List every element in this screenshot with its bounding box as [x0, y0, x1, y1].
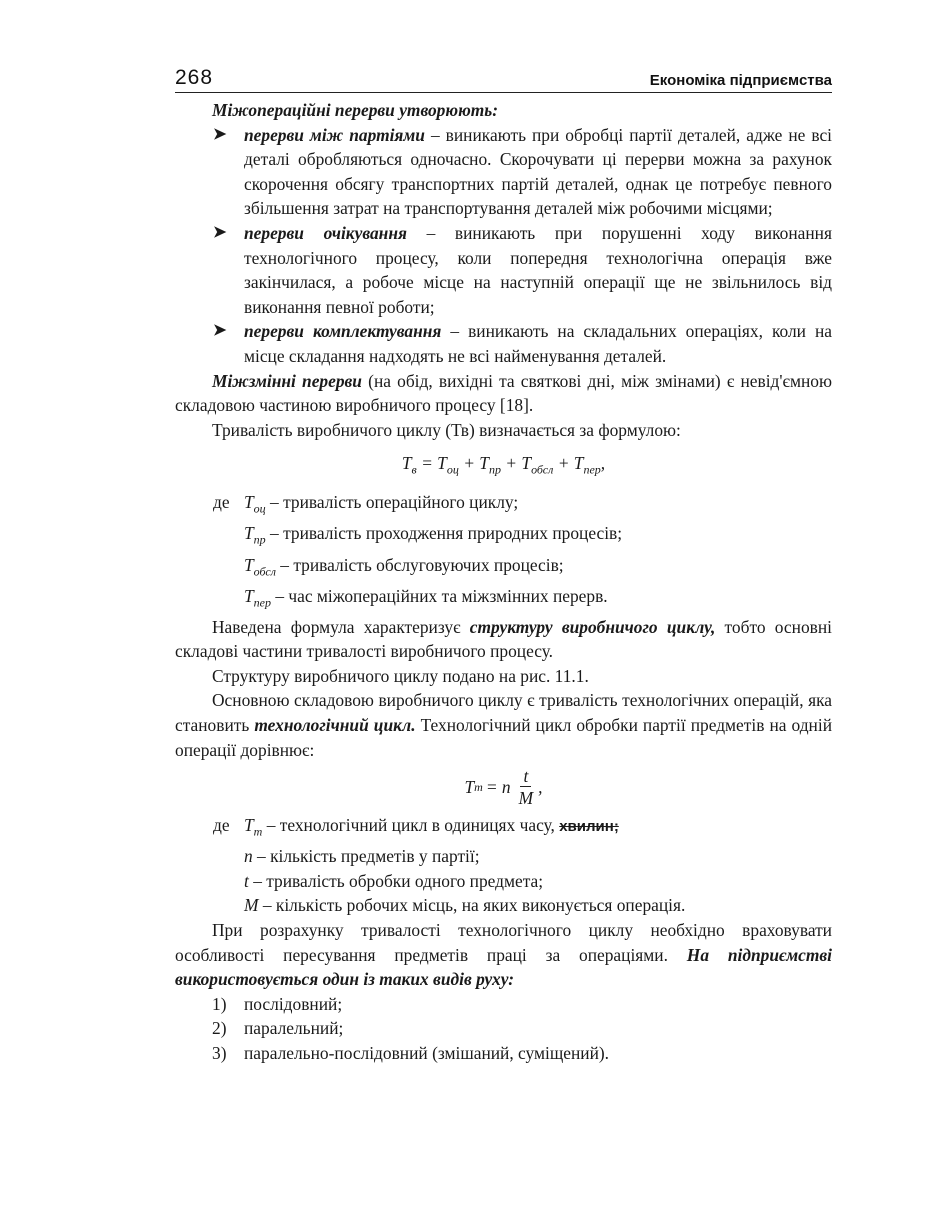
definition-symbol: T — [244, 815, 254, 836]
fraction-denominator: M — [518, 788, 534, 809]
definition-row — [175, 869, 832, 894]
list-item — [175, 1016, 832, 1041]
list-item-text: паралельний; — [244, 1018, 344, 1039]
item-text: – виникають на складальних операціях, коли на місце складання надходять не всі найменування деталей. — [244, 321, 832, 366]
list-number: 3) — [212, 1043, 227, 1063]
formula-fraction — [516, 766, 537, 809]
term: На підприємстві використовується один із таких видів руху: — [175, 944, 833, 990]
formula-subscript: пер — [583, 462, 601, 477]
formula-symbol: T — [573, 453, 584, 474]
paragraph-text: Наведена формула характеризує — [212, 616, 470, 637]
formula-symbol: T — [437, 453, 447, 474]
definition-text: – тривалість проходження природних процесів; — [265, 523, 623, 544]
definition-symbol: M — [244, 895, 259, 916]
movement-types-list — [175, 992, 832, 1066]
formula-subscript: т — [474, 780, 483, 795]
formula-subscript: пр — [488, 462, 501, 477]
definition-subscript: пер — [253, 595, 271, 610]
definition-symbol: T — [244, 492, 254, 513]
definition-row — [175, 490, 832, 521]
formula-cycle-duration: $T_в = T_{оц} + T_{пр} + T_{обсл} + T_{пер}$, — [401, 453, 606, 477]
definition-row — [175, 584, 832, 615]
definition-row — [175, 893, 832, 918]
definition-text: – кількість предметів у партії; — [252, 846, 480, 867]
definition-text: – кількість робочих місць, на яких виконується операція. — [258, 895, 686, 916]
term: перерви між партіями — [244, 124, 425, 145]
definition-row — [175, 813, 832, 844]
term: технологічний цикл. — [254, 715, 416, 735]
list-item — [175, 319, 832, 368]
interop-list — [175, 123, 832, 369]
item-text: – виникають при обробці партії деталей, адже не всі деталі обробляються одночасно. Скорочувати ці перерви можна за рахунок скорочення обсягу транспортних партій деталей, однак це потребує певного збільшення затрат на транспортування деталей між робочими місцями; — [244, 124, 832, 219]
paragraph-duration: Тривалість виробничого циклу (Тв) визначається за формулою: — [212, 419, 681, 440]
formula2-definitions — [175, 813, 832, 918]
paragraph-shift-breaks — [175, 369, 832, 418]
formula-operator: = n — [485, 777, 511, 798]
running-title: Економіка підприємства — [649, 72, 832, 89]
definition-text: – технологічний цикл в одиницях часу, — [262, 815, 560, 836]
list-item — [175, 1041, 832, 1066]
term: перерви очікування — [244, 222, 407, 243]
formula-symbol: T — [479, 453, 489, 474]
page-header — [175, 66, 832, 96]
paragraph-technological-cycle — [175, 688, 832, 762]
term: Міжзмінні перерви — [212, 370, 362, 391]
list-item — [175, 992, 832, 1017]
definition-symbol: T — [244, 523, 254, 544]
arrow-bullet-icon: ➤ — [213, 223, 227, 241]
arrow-bullet-icon: ➤ — [213, 125, 227, 143]
definition-symbol: T — [244, 554, 254, 575]
paragraph-text: При розрахунку тривалості технологічного циклу необхідно враховувати особливості пересування предметів праці за операціями. — [175, 920, 832, 965]
definition-subscript: оц — [253, 501, 266, 516]
page-number: 268 — [175, 66, 214, 89]
de-label: де — [213, 492, 230, 513]
definition-symbol: t — [244, 870, 249, 891]
formula1-definitions — [175, 490, 832, 614]
list-item — [175, 123, 832, 221]
header-rule — [175, 92, 832, 93]
formula-technological-cycle — [175, 766, 832, 809]
paragraph-text: тобто основні складові частини тривалості виробничого процесу. — [175, 616, 833, 662]
item-text: – виникають при порушенні ходу виконання технологічного процесу, коли попередня технологічна операція вже закінчилася, а робоче місце на наступній операції ще не звільнилось від виконання певної роботи; — [244, 222, 832, 317]
definition-row — [175, 553, 832, 584]
formula-subscript: оц — [446, 462, 459, 477]
paragraph-structure: Структуру виробничого циклу подано на рис. 11.1. — [212, 665, 589, 686]
list-item-text: послідовний; — [244, 993, 343, 1014]
paragraph-text: (на обід, вихідні та святкові дні, між змінами) є невід'ємною складовою частиною виробничого процесу [18]. — [175, 370, 832, 416]
struck-out-word: хвилин; — [559, 818, 619, 836]
definition-text: – тривалість обслуговуючих процесів; — [275, 554, 564, 575]
fraction-numerator: t — [520, 766, 531, 787]
list-number: 2) — [212, 1018, 227, 1039]
definition-symbol: n — [244, 846, 253, 867]
definition-text: – тривалість обробки одного предмета; — [248, 870, 544, 891]
arrow-bullet-icon: ➤ — [213, 322, 227, 340]
definition-subscript: пр — [253, 532, 266, 547]
term: перерви комплектування — [244, 321, 442, 342]
definition-subscript: обсл — [253, 563, 276, 578]
definition-row — [175, 844, 832, 869]
list-item — [175, 221, 832, 319]
interop-intro: Міжопераційні перерви утворюють: — [212, 100, 499, 120]
formula-punctuation: , — [538, 777, 543, 798]
formula-symbol: T — [521, 453, 532, 474]
paragraph-text: Технологічний цикл обробки партії предметів на одній операції дорівнює: — [175, 715, 832, 760]
page-body — [175, 98, 832, 1066]
term: структуру виробничого циклу, — [469, 616, 716, 637]
definition-row — [175, 521, 832, 552]
list-item-text: паралельно-послідовний (змішаний, суміщений). — [244, 1043, 610, 1063]
paragraph-formula-description — [175, 615, 832, 664]
paragraph-movement — [175, 918, 832, 992]
formula-symbol: T — [401, 453, 412, 474]
de-label: де — [213, 815, 230, 836]
formula-subscript: обсл — [531, 462, 554, 477]
list-number: 1) — [212, 993, 227, 1014]
definition-subscript: т — [253, 824, 263, 839]
formula-symbol: T — [464, 777, 475, 798]
definition-text: – час міжопераційних та міжзмінних перерв. — [271, 585, 608, 606]
definition-text: – тривалість операційного циклу; — [265, 492, 519, 513]
formula-subscript: в — [411, 462, 417, 477]
definition-symbol: T — [244, 585, 254, 606]
paragraph-text: Основною складовою виробничого циклу є тривалість технологічних операцій, яка становить — [175, 690, 832, 735]
